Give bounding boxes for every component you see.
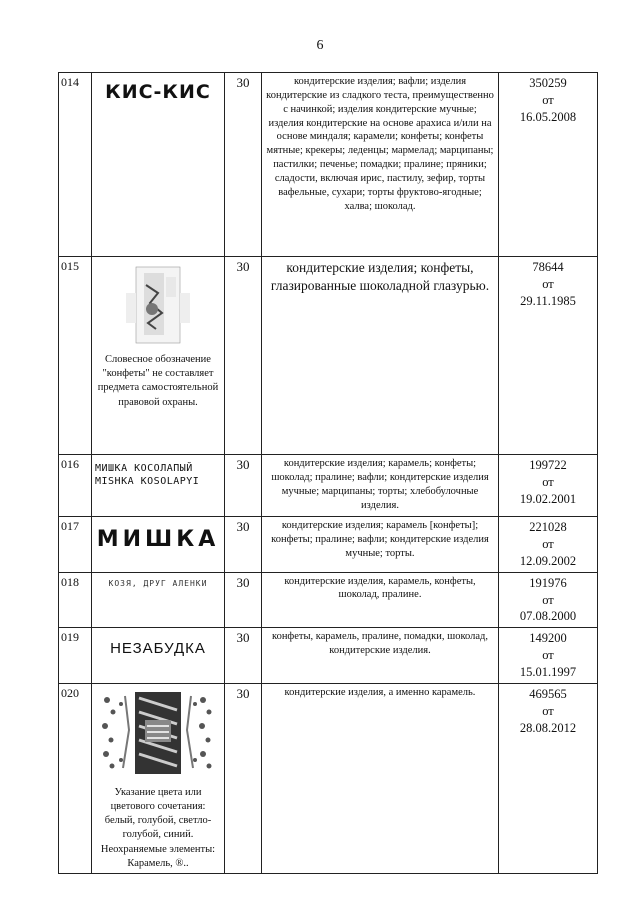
goods-list: кондитерские изделия, а именно карамель. (262, 683, 499, 873)
table-row (59, 257, 598, 455)
registration-number: 78644 (532, 260, 564, 274)
goods-list: конфеты, карамель, пралине, помадки, шоколад, кондитерские изделия. (262, 628, 499, 684)
registration-number: 191976 (529, 575, 567, 590)
trademark-word: КОЗЯ, ДРУГ АЛЕНКИ (108, 578, 208, 588)
row-number: 014 (59, 73, 92, 257)
goods-list: кондитерские изделия; вафли; изделия кондитерские из сладкого теста, преимущественно с начинкой; изделия кондитерские мучные; изделия кондитерские на основе арахиса и/или на основе миндаля; карамели; конфеты; конфеты мятные; крекеры; леденцы; мармелад; марципаны; пастилки; печенье; помадки; пралине; пряники; сладости, включая ирис, пастилу, зефир, торты вафельные, сухари; торты фруктово-ягодные; халва; шоколад. (262, 73, 499, 257)
registration-date: 07.08.2000 (519, 609, 577, 624)
registration-number: 221028 (529, 520, 567, 534)
page-number: 6 (316, 38, 324, 53)
trademark-cell (92, 73, 225, 257)
registration-info (499, 73, 598, 257)
trademark-word-latin: MISHKA KOSOLAPYI (95, 475, 200, 487)
class-number: 30 (225, 572, 262, 628)
registration-ot: от (542, 536, 554, 551)
trademark-word: КИС-КИС (105, 81, 211, 103)
trademark-word-cyrillic: МИШКА КОСОЛАПЫЙ (95, 463, 193, 474)
goods-list: кондитерские изделия; карамель [конфеты]; конфеты; пралине; вафли; кондитерские изделия мучные; торты. (262, 517, 499, 573)
registration-ot: от (542, 92, 554, 107)
trademark-cell (92, 517, 225, 573)
class-number: 30 (225, 683, 262, 873)
trademark-note: Словесное обозначение "конфеты" не составляет предмета самостоятельной правовой охраны. (97, 354, 219, 408)
registration-info (499, 683, 598, 873)
table-row (59, 628, 598, 684)
class-number: 30 (225, 73, 262, 257)
trademark-table (58, 72, 598, 874)
table-row (59, 572, 598, 628)
registration-date: 28.08.2012 (519, 720, 577, 735)
registration-info (499, 628, 598, 684)
registration-ot: от (542, 276, 554, 291)
trademark-cell (92, 683, 225, 873)
registration-ot: от (542, 648, 554, 663)
goods-list: кондитерские изделия; конфеты, глазированные шоколадной глазурью. (262, 257, 499, 455)
registration-info (499, 455, 598, 517)
registration-ot: от (542, 474, 554, 489)
goods-list: кондитерские изделия; карамель; конфеты; шоколад; пралине; вафли; кондитерские изделия мучные; марципаны; торты; хлебобулочные изделия. (262, 455, 499, 517)
trademark-word: НЕЗАБУДКА (110, 640, 206, 658)
registration-info (499, 517, 598, 573)
row-number: 017 (59, 517, 92, 573)
registration-date: 15.01.1997 (519, 665, 577, 679)
registration-ot: от (542, 592, 554, 607)
registration-ot: от (542, 703, 554, 718)
candy-wrapper-image (99, 690, 217, 776)
class-number: 30 (225, 517, 262, 573)
registration-number: 149200 (529, 631, 567, 646)
trademark-cell (92, 628, 225, 684)
row-number: 020 (59, 683, 92, 873)
registration-info (499, 572, 598, 628)
registration-date: 12.09.2002 (519, 553, 577, 568)
row-number: 015 (59, 257, 92, 455)
table-row (59, 517, 598, 573)
row-number: 016 (59, 455, 92, 517)
registration-date: 16.05.2008 (519, 109, 577, 124)
row-number: 019 (59, 628, 92, 684)
table-row (59, 683, 598, 873)
trademark-note: Указание цвета или цветового сочетания: белый, голубой, светло-голубой, синий. Неохраняемые элементы: Карамель, ®.. (100, 786, 216, 869)
trademark-word: МИШКА (96, 527, 220, 552)
goods-list: кондитерские изделия, карамель, конфеты, шоколад, пралине. (262, 572, 499, 628)
registration-date: 19.02.2001 (519, 491, 577, 506)
class-number: 30 (225, 257, 262, 455)
candy-wrapper-image (122, 263, 194, 347)
registration-info (499, 257, 598, 455)
table-row (59, 73, 598, 257)
trademark-cell (92, 257, 225, 455)
registration-number: 469565 (529, 686, 567, 701)
class-number: 30 (225, 455, 262, 517)
registration-number: 350259 (529, 76, 567, 90)
registration-date: 29.11.1985 (520, 293, 576, 308)
registration-number: 199722 (529, 458, 567, 472)
row-number: 018 (59, 572, 92, 628)
table-row (59, 455, 598, 517)
trademark-cell (92, 572, 225, 628)
class-number: 30 (225, 628, 262, 684)
trademark-cell (92, 455, 225, 517)
